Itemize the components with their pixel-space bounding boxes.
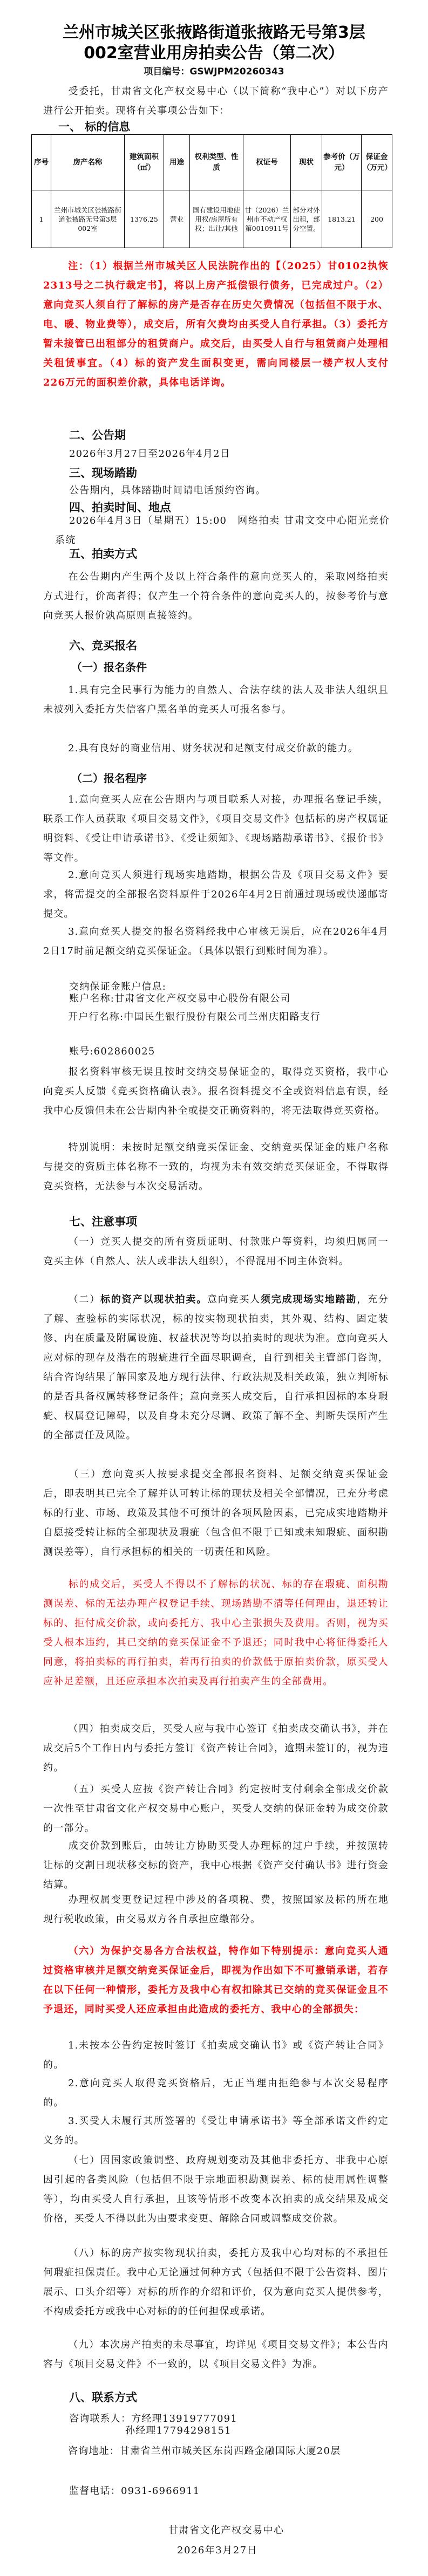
- property-info-table: [31, 134, 392, 248]
- qualification-text: 报名资料审核无误且按时交纳交易保证金的，取得竞买资格，我中心向竞买人反馈《竞买资格确认表》。报名资料提交不全或资料信息有误，经我中心反馈但未在公告期内补全或提交正确资料的，将无法取得竞买资格。: [43, 1066, 389, 1116]
- note-3-red-warning: 标的成交后，买受人不得以不了解标的状况、标的存在瑕疵、面积勘测误差、标的无法办理产权登记手续、现场踏勘不清等任何理由，退还转让标的、拒付成交价款，或向委托方、我中心主张损失及费用。否则，视为买受人根本违约，其已交纳的竞买保证金不予退还；同时我中心将征得委托人同意，将拍卖标的再行拍卖，若再行拍卖的价款低于原拍卖价款，原买受人应补足差额，且还应承担本次拍卖及再行拍卖产生的全部费用。: [43, 1579, 389, 1687]
- section-3-heading: 三、现场踏勘: [69, 467, 137, 479]
- conditions-heading: （一）报名条件: [71, 661, 147, 674]
- contact-address: 咨询地址：甘肃省兰州市城关区东岗西路金融国际大厦20层: [68, 2445, 341, 2457]
- procedure-3: 3.意向竞买人提交的报名资料经我中心审核无误后，应在2026年4月2日17时前足额交纳竞买保证金。（具体以银行到账时间为准）。: [43, 926, 389, 957]
- note-3: （三）意向竞买人按要求提交全部报名资料、足额交纳竞买保证金后，即表明其已完全了解并认可转让标的现状及相关全部情况，已充分考虑标的行业、市场、政策及其他不可预计的各项风险因素，已完成实地踏勘并自愿接受转让标的全部现状及瑕疵（包含但不限于已知或未知瑕疵、面积勘测误差等），自行承担标的相关的一切责任和风险。: [43, 1469, 389, 1558]
- procedure-heading: （二）报名程序: [71, 772, 147, 785]
- cell-usage: 营业: [164, 190, 190, 248]
- cell-cert-no: 甘（2026）兰州市不动产权第0010911号: [243, 190, 291, 248]
- col-header: 建筑面积（㎡）: [125, 135, 164, 190]
- section-7-heading: 七、注意事项: [69, 1215, 137, 1228]
- section-1-heading: 一、 标的信息: [58, 120, 131, 133]
- note-6-item-2: 2.意向竞买人取得竞买资格后，无正当理由拒绝参与本次交易程序的。: [43, 2078, 389, 2108]
- col-header: 现状: [291, 135, 322, 190]
- project-number: [0, 64, 428, 77]
- cell-deposit: 200: [362, 190, 392, 248]
- cell-status: 部分对外出租，部分空置。: [291, 190, 322, 248]
- table-header-row: [32, 135, 392, 190]
- col-header: 序号: [32, 135, 51, 190]
- project-number-label: 项目编号：: [144, 66, 190, 77]
- note-9: （九）本次房产拍卖的未尽事宜，均详见《项目交易文件》；本公告内容与《项目交易文件》不一致的，以《项目交易文件》为准。: [43, 2339, 389, 2370]
- col-header: 权利类型、性质: [190, 135, 243, 190]
- col-header: 保证金（万元）: [362, 135, 392, 190]
- cell-seq: 1: [32, 190, 51, 248]
- signature-org: 甘肃省文化产权交易中心: [168, 2525, 284, 2536]
- intro-paragraph: 受委托，甘肃省文化产权交易中心（以下简称“我中心”）对以下房产进行公开拍卖。现将有关事项公告如下：: [43, 86, 389, 117]
- note-2: （二）标的资产以现状拍卖。意向竞买人须完成现场实地踏勘，充分了解、查验标的实际状况，标的按实物现状拍卖，其外观、结构、固定装修、内在质量及附属设施、权益状况等均以拍卖时的现状为准。意向竞买人应对标的现存及潜在的瑕疵进行全面尽职调查，自行到相关主管部门咨询，结合咨询结果了解国家及地方现行法律、行政法规及相关政策，独立判断标的是否具备权属转移登记条件；意向竞买人成交后，自行承担因标的本身瑕疵、权属登记障碍，以及自身未充分尽调、政策了解不全、判断失误所产生的全部责任及风险。: [43, 1294, 389, 1441]
- special-note: 特别说明：未按时足额交纳竞买保证金、交纳竞买保证金的账户名称与提交的资质主体名称不一致的，均视为未有效交纳竞买保证金，不得取得竞买资格，无法参与本次交易活动。: [43, 1142, 389, 1192]
- note-8: （八）标的房产按实物现状拍卖，委托方及我中心均对标的不承担任何瑕疵担保责任。我中心无论通过何种方式（包括但不限于公告资料、图片展示、口头介绍等）对标的所作的介绍和评价，仅为意向竞买人提供参考，不构成委托方或我中心对标的的任何担保或承诺。: [43, 2248, 389, 2317]
- site-visit-text: 公告期内，具体踏勘时间请电话预约咨询。: [69, 485, 266, 496]
- project-number-value: GSWJPM20260343: [189, 66, 284, 77]
- condition-2: 2.具有良好的商业信用、财务状况和足额支付成交价款的能力。: [68, 743, 358, 754]
- account-name: 账户名称:甘肃省文化产权交易中心股份有限公司: [69, 993, 291, 1004]
- cell-area: 1376.25: [125, 190, 164, 248]
- auction-method-text: 在公告期内产生两个及以上符合条件的意向竞买人的，采取网络拍卖方式进行，价高者得；仅产生一个符合条件的意向竞买人的，按参考价与意向竞买人报价孰高原则直接签约。: [43, 571, 389, 621]
- account-number: 账号:602860025: [69, 1046, 155, 1057]
- contact-person-1: 咨询联系人：方经理13919777091: [69, 2413, 237, 2424]
- cell-reference-price: 1813.21: [322, 190, 362, 248]
- signature-date: 2026年3月27日: [177, 2545, 258, 2556]
- col-header: 权证号: [243, 135, 291, 190]
- section-4-heading: 四、拍卖时间、地点: [69, 501, 171, 514]
- procedure-2: 2.意向竞买人须进行现场实地踏勘，根据公告及《项目交易文件》要求，将需提交的全部报名资料原件于2026年4月2日前通过现场或快递邮寄提交。: [43, 869, 389, 920]
- note-7: （七）因国家政策调整、政府规划变动及其他非委托方、非我中心原因引起的各类风险（包括但不限于宗地面积勘测误差、标的使用属性调整等），均由买受人自行承担，且该等情形不改变本次拍卖的成交结果及成交价格，买受人不得以此为由要求变更、解除合同或调整成交价款。: [43, 2155, 389, 2224]
- table-row: [32, 190, 392, 248]
- section-8-heading: 八、联系方式: [69, 2391, 137, 2404]
- account-bank: 开户行名称:中国民生银行股份有限公司兰州庆阳路支行: [68, 1011, 321, 1023]
- section-2-heading: 二、公告期: [69, 429, 126, 442]
- note-5-tax: 办理权属变更登记过程中涉及的各项税、费，按照国家及标的所在地现行税收政策，由交易双方各自承担应缴部分。: [43, 1894, 389, 1925]
- col-header: 参考价（万元）: [322, 135, 362, 190]
- col-header: 用途: [164, 135, 190, 190]
- cell-right-type: 国有建设用地使用权/房屋所有权；出让/其他: [190, 190, 243, 248]
- cell-property-name: 兰州市城关区张掖路街道张掖路无号第3层002室: [51, 190, 125, 248]
- col-header: 房产名称: [51, 135, 125, 190]
- note-4: （四）拍卖成交后，买受人应与我中心签订《拍卖成交确认书》，并在成交后5个工作日内与委托方签订《资产转让合同》，逾期未签订的，视为违约。: [43, 1723, 389, 1773]
- announcement-period: 2026年3月27日至2026年4月2日: [69, 448, 230, 460]
- condition-1: 1.具有完全民事行为能力的自然人、合法存续的法人及非法人组织且未被列入委托方失信客户黑名单的竞买人可报名参与。: [43, 684, 389, 715]
- page-title-line1: 兰州市城关区张掖路街道张掖路无号第3层: [63, 23, 365, 42]
- procedure-1: 1.意向竞买人应在公告期内与项目联系人对接，办理报名登记手续，联系工作人员获取《项目交易文件》，《项目交易文件》包括标的房产权属证明资料、《受让申请承诺书》、《受让须知》、《现场踏勘承诺书》、《报价书》等文件。: [43, 794, 389, 864]
- note-5-transfer: 成交价款到账后，由转让方协助买受人办理标的过户手续，并按照转让标的交割日现状移交标的资产，我中心根据《资产交付确认书》进行资金结算。: [43, 1840, 389, 1890]
- note-6-red-warning: （六）为保护交易各方合法权益，特作如下特别提示：意向竞买人通过资格审核并足额交纳竞买保证金后，即视为作出如下不可撤销承诺，若存在以下任何一种情形，委托方及我中心有权扣除其已交纳的竞买保证金且不予退还，同时买受人还应承担由此造成的委托方、我中心的全部损失：: [43, 1945, 389, 2015]
- note-1: （一）竞买人提交的所有资质证明、付款账户等资料，均须归属同一竞买主体（自然人、法人或非法人组织），不得混用不同主体资料。: [43, 1236, 389, 1267]
- red-note-paragraph: 注：（1）根据兰州市城关区人民法院作出的【（2025）甘0102执恢2313号之二执行裁定书】，将以上房产抵偿银行债务，已完成过户。（2）意向竞买人须自行了解标的房产是否存在历史欠费情况（包括但不限于水、电、暖、物业费等），成交后，所有欠费均由买受人自行承担。（3）委托方暂未接管已出租部分的租赁商户。成交后，由买受人自行与租赁商户处理相关租赁事宜。（4）标的资产发生面积变更，需向同楼层一楼产权人支付226万元的面积差价款，具体电话详询。: [43, 261, 389, 388]
- section-6-heading: 六、竞买报名: [69, 639, 137, 652]
- account-info-title: 交纳保证金账户信息:: [69, 981, 167, 992]
- supervision-phone: 监督电话：0931-6966911: [69, 2485, 200, 2497]
- auction-time-place: 2026年4月3日（星期五）15:00 网络拍卖 甘肃文交中心阳光竞价系统: [55, 515, 390, 546]
- page-title-line2: 002室营业用房拍卖公告（第二次）: [84, 44, 344, 63]
- note-5: （五）买受人应按《资产转让合同》约定按时支付剩余全部成交价款一次性至甘肃省文化产权交易中心账户，买受人交纳的保证金转为成交价款的一部分。: [43, 1784, 389, 1834]
- note-6-item-3: 3.买受人未履行其所签署的《受让申请承诺书》等全部承诺文件约定义务的。: [43, 2115, 389, 2146]
- contact-person-2: 孙经理17794298151: [125, 2425, 232, 2436]
- note-6-item-1: 1.未按本公告约定按时签订《拍卖成交确认书》或《资产转让合同》的。: [43, 2040, 389, 2071]
- section-5-heading: 五、拍卖方式: [69, 547, 137, 560]
